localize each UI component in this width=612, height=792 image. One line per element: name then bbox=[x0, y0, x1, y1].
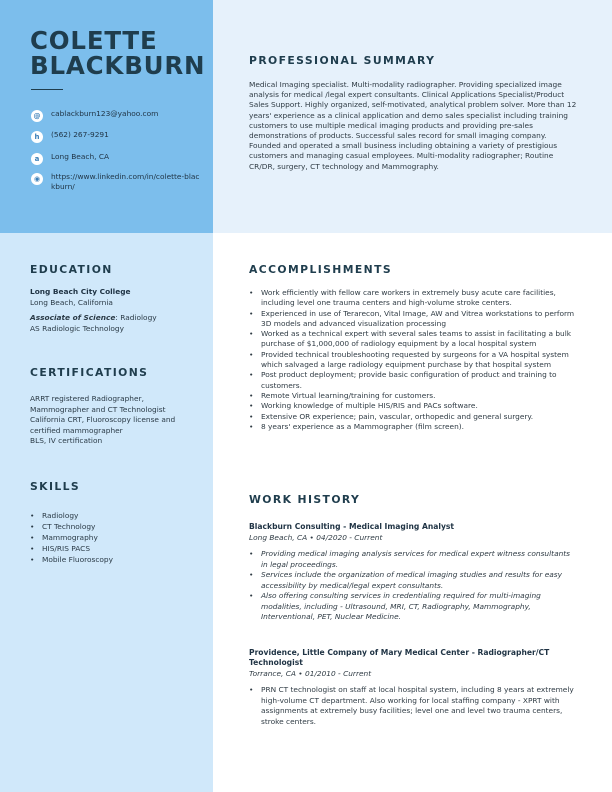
accomplishments-list bbox=[249, 288, 579, 432]
job-title: Blackburn Consulting - Medical Imaging Analyst bbox=[249, 522, 455, 531]
contact-email[interactable] bbox=[31, 109, 206, 122]
job-bullet: • Services include the organization of medical imaging studies and results for easy accessibility by medical/legal expert consultants. bbox=[249, 570, 579, 591]
email-text[interactable]: cablackburn123@yahoo.com bbox=[51, 109, 159, 118]
name-divider bbox=[31, 89, 63, 90]
phone-icon: h bbox=[31, 131, 43, 143]
linkedin-text[interactable]: https://www.linkedin.com/in/colette-blackburn/ bbox=[51, 172, 200, 191]
accomplishment-item: • Extensive OR experience; pain, vascular, orthopedic and general surgery. bbox=[249, 412, 579, 422]
skill-item: • HIS/RIS PACS bbox=[30, 543, 113, 554]
degree-name: Associate of Science bbox=[30, 313, 116, 322]
education-heading: EDUCATION bbox=[30, 263, 113, 276]
last-name: BLACKBURN bbox=[30, 51, 206, 80]
certifications-block bbox=[30, 394, 200, 447]
degree-program: AS Radiologic Technology bbox=[30, 323, 124, 333]
work-history-heading: WORK HISTORY bbox=[249, 493, 361, 506]
job-entry bbox=[249, 522, 579, 623]
education-block bbox=[30, 287, 202, 334]
job-title: Providence, Little Company of Mary Medical Center - Radiographer/CT Technologist bbox=[249, 648, 550, 667]
accomplishment-item: • Work efficiently with fellow care workers in extremely busy acute care facilities, including level one trauma centers and high-volume stroke centers. bbox=[249, 288, 579, 309]
job-bullets bbox=[249, 685, 579, 727]
cert-item: BLS, IV certification bbox=[30, 436, 103, 445]
summary-heading: PROFESSIONAL SUMMARY bbox=[249, 54, 436, 67]
accomplishment-item: • Working knowledge of multiple HIS/RIS and PACs software. bbox=[249, 401, 579, 411]
contact-location bbox=[31, 152, 206, 165]
skills-list bbox=[30, 510, 113, 565]
skill-item: • CT Technology bbox=[30, 521, 113, 532]
skill-item: • Mammography bbox=[30, 532, 113, 543]
linkedin-icon: ◉ bbox=[31, 173, 43, 185]
job-meta: Torrance, CA • 01/2010 - Current bbox=[249, 669, 372, 678]
phone-text[interactable]: (562) 267-9291 bbox=[51, 130, 109, 139]
accomplishment-item: • Worked as a technical expert with several sales teams to assist in facilitating a bulk purchase of $1,000,000 of radiology equipment by a local hospital system bbox=[249, 329, 579, 350]
school-name: Long Beach City College bbox=[30, 287, 131, 296]
contact-linkedin[interactable] bbox=[31, 172, 206, 192]
accomplishment-item: • Provided technical troubleshooting requested by surgeons for a VA hospital system which salvaged a large radiology equipment purchase by that hospital system bbox=[249, 350, 579, 371]
location-icon: a bbox=[31, 153, 43, 165]
accomplishment-item: • Post product deployment; provide basic configuration of product and training to customers. bbox=[249, 370, 579, 391]
job-bullet: • Also offering consulting services in credentialing required for multi-imaging modalities, including - Ultrasound, MRI, CT, Radiography, Mammography, Interventional, PET, Nuclear Medicine. bbox=[249, 591, 579, 623]
degree-field: : Radiology bbox=[115, 313, 157, 322]
location-text: Long Beach, CA bbox=[51, 152, 110, 161]
certifications-heading: CERTIFICATIONS bbox=[30, 366, 149, 379]
accomplishment-item: • 8 years' experience as a Mammographer (film screen). bbox=[249, 422, 579, 432]
skill-item: • Radiology bbox=[30, 510, 113, 521]
candidate-name bbox=[30, 28, 205, 78]
job-bullet: • PRN CT technologist on staff at local hospital system, including 8 years at extremely high-volume CT department. Also working for local staffing company - XPRT with assignments at extremely busy facilities; level one and level two trauma centers, stroke centers. bbox=[249, 685, 579, 727]
cert-item: ARRT registered Radiographer, Mammographer and CT Technologist bbox=[30, 394, 166, 414]
summary-text: Medical Imaging specialist. Multi-modality radiographer. Providing specialized image analysis for medical /legal expert consultants. Clinical Applications Specialist/Product Sales Support. Highly organized, self-motivated, analytical problem solver. More than 12 years' experience as a clinical application and demo sales specialist including training customers to use multiple medical imaging products and providing pre-sales demonstrations of products. Successful sales record for small imaging company. Founded and operated a small business including obtaining a variety of prestigious customers and managing casual employees. Multi-modality radiographer; Routine CR/DR, surgery, CT technology and Mammography. bbox=[249, 80, 577, 171]
accomplishment-item: • Remote Virtual learning/training for customers. bbox=[249, 391, 579, 401]
accomplishments-heading: ACCOMPLISHMENTS bbox=[249, 263, 393, 276]
cert-item: California CRT, Fluoroscopy license and certified mammographer bbox=[30, 415, 176, 435]
degree-line bbox=[30, 313, 202, 324]
job-bullet: • Providing medical imaging analysis services for medical expert witness consultants in legal proceedings. bbox=[249, 549, 579, 570]
accomplishment-item: • Experienced in use of Terarecon, Vital Image, AW and Vitrea workstations to perform 3D models and advanced visualization processing bbox=[249, 309, 579, 330]
email-icon: @ bbox=[31, 110, 43, 122]
first-name: COLETTE bbox=[30, 26, 158, 55]
skill-item: • Mobile Fluoroscopy bbox=[30, 554, 113, 565]
job-bullets bbox=[249, 549, 579, 623]
job-meta: Long Beach, CA • 04/2020 - Current bbox=[249, 533, 383, 542]
job-entry bbox=[249, 648, 579, 727]
contact-phone[interactable] bbox=[31, 130, 206, 143]
school-location: Long Beach, California bbox=[30, 297, 113, 307]
skills-heading: SKILLS bbox=[30, 480, 81, 493]
